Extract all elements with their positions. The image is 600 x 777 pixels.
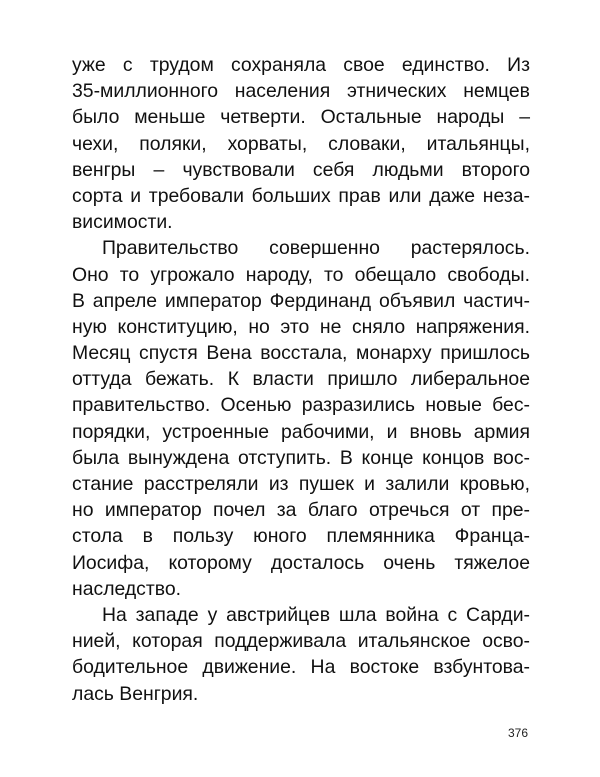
text-line: чехи, поляки, хорваты, словаки, итальянцы,	[72, 132, 530, 155]
page-body	[72, 52, 530, 707]
text-line: В апреле император Фердинанд объявил частич-	[72, 289, 530, 312]
text-line: правительство. Осенью разразились новые бес-	[72, 394, 530, 417]
text-line: уже с трудом сохраняла свое единство. Из	[72, 54, 530, 76]
text-line: Месяц спустя Вена восстала, монарху пришлось	[72, 342, 530, 365]
text-line: стола в пользу юного племянника Франца-	[72, 525, 530, 548]
paragraph-1	[72, 52, 530, 235]
text-line: ную конституцию, но это не сняло напряжения.	[72, 315, 530, 338]
paragraph-2	[72, 235, 530, 602]
text-line: 35-миллионного населения этнических немцев	[72, 80, 530, 103]
text-line: Правительство совершенно растерялось.	[102, 237, 530, 260]
text-line: Оно то угрожало народу, то обещало свободы.	[72, 263, 530, 286]
text-line: венгры – чувствовали себя людьми второго	[72, 158, 530, 181]
text-line: было меньше четверти. Остальные народы –	[72, 106, 530, 129]
text-line: стание расстреляли из пушек и залили кровью,	[72, 473, 530, 495]
text-line: была вынуждена отступить. В конце концов вос-	[72, 446, 530, 469]
text-line: оттуда бежать. К власти пришло либеральное	[72, 368, 530, 391]
text-line: наследство.	[72, 577, 182, 600]
paragraph-3	[72, 602, 530, 707]
text-line: бодительное движение. На востоке взбунтова-	[72, 656, 530, 679]
text-line: порядки, устроенные рабочими, и вновь армия	[72, 420, 530, 443]
text-line: сорта и требовали больших прав или даже неза-	[72, 184, 530, 207]
text-line: На западе у австрийцев шла война с Сарди-	[102, 603, 530, 626]
text-line: лась Венгрия.	[72, 682, 199, 705]
text-line: Иосифа, которому досталось очень тяжелое	[72, 551, 530, 574]
text-line: но император почел за благо отречься от пре-	[72, 499, 530, 522]
page-number: 376	[507, 726, 528, 740]
text-line: висимости.	[72, 211, 173, 234]
text-line: нией, которая поддерживала итальянское осво-	[72, 630, 530, 653]
